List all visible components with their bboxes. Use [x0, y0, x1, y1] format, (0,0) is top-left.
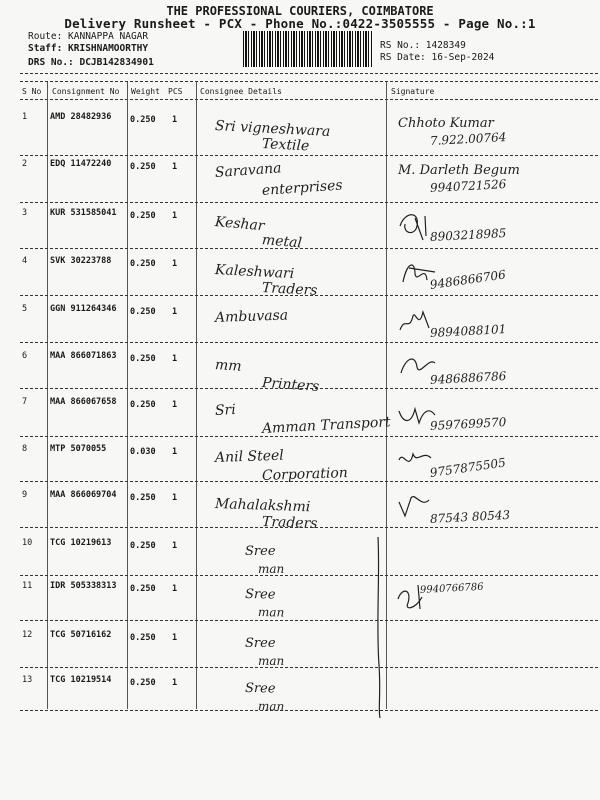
- row-consignee-line2: man: [258, 562, 285, 576]
- row-sno: 7: [22, 397, 28, 407]
- signature-scribble: [395, 349, 440, 385]
- row-pcs: 1: [172, 447, 178, 457]
- row-signature-phone: 7.922.00764: [429, 130, 507, 148]
- row-consignee-line2: metal: [261, 232, 303, 252]
- row-consignee-line2: Printers: [261, 375, 320, 395]
- row-separator: [20, 342, 598, 343]
- row-signature-phone: 87543 80543: [429, 507, 511, 526]
- col-divider: [47, 82, 48, 709]
- row-separator: [20, 202, 598, 203]
- row-consignee-line1: Sree: [244, 587, 276, 603]
- row-pcs: 1: [172, 633, 178, 643]
- row-consignee-line1: Ambuvasa: [214, 307, 289, 326]
- row-pcs: 1: [172, 584, 178, 594]
- row-consignment-no: MTP 5070055: [50, 444, 107, 454]
- row-consignee-line1: Kaleshwari: [214, 262, 295, 283]
- signature-scribble: [395, 488, 440, 524]
- row-consignee-line2: man: [257, 699, 285, 714]
- row-consignment-no: EDQ 11472240: [50, 159, 112, 169]
- row-pcs: 1: [172, 678, 178, 688]
- row-weight: 0.250: [130, 633, 156, 643]
- col-header-sno: S No: [22, 87, 42, 96]
- rule-top-2: [20, 81, 598, 82]
- row-weight: 0.250: [130, 354, 156, 364]
- row-weight: 0.250: [130, 307, 156, 317]
- row-sno: 12: [22, 630, 33, 640]
- row-consignment-no: TCG 10219613: [50, 538, 112, 548]
- row-weight: 0.250: [130, 211, 156, 221]
- rs-date: RS Date: 16-Sep-2024: [380, 52, 495, 63]
- row-weight: 0.030: [130, 447, 156, 457]
- row-signature-name: Chhoto Kumar: [398, 116, 494, 131]
- row-consignee-line1: Keshar: [214, 214, 266, 235]
- row-pcs: 1: [172, 493, 178, 503]
- col-divider: [196, 82, 197, 709]
- signature-scribble: [395, 206, 440, 242]
- row-consignee-line1: Sri vigneshwara: [214, 118, 331, 141]
- row-sno: 5: [22, 304, 28, 314]
- row-separator: [20, 575, 598, 576]
- row-consignee-line1: Anil Steel: [214, 447, 285, 466]
- row-consignee-line1: Sree: [244, 681, 276, 697]
- row-consignment-no: MAA 866069704: [50, 490, 117, 500]
- row-consignee-line1: Saravana: [214, 160, 283, 181]
- row-signature-phone: 9940721526: [429, 177, 507, 195]
- row-consignment-no: KUR 531585041: [50, 208, 117, 218]
- row-pcs: 1: [172, 211, 178, 221]
- row-signature-phone: 9486886786: [429, 369, 507, 387]
- row-weight: 0.250: [130, 259, 156, 269]
- row-consignee-line2: Traders: [261, 514, 318, 532]
- col-header-signature: Signature: [391, 87, 435, 96]
- signature-scribble: [395, 442, 440, 478]
- row-weight: 0.250: [130, 541, 156, 551]
- col-header-pcs: PCS: [168, 87, 183, 96]
- rule-top: [20, 73, 598, 74]
- row-separator: [20, 481, 598, 482]
- row-sno: 9: [22, 490, 28, 500]
- col-header-consignment: Consignment No: [52, 87, 120, 96]
- company-title: THE PROFESSIONAL COURIERS, COIMBATORE: [166, 4, 434, 18]
- signature-scribble: [392, 579, 437, 615]
- row-separator: [20, 620, 598, 621]
- signature-scribble: [395, 254, 440, 290]
- row-pcs: 1: [172, 307, 178, 317]
- row-sno: 10: [22, 538, 33, 548]
- signature-scribble: [395, 395, 440, 431]
- row-consignment-no: TCG 50716162: [50, 630, 112, 640]
- row-consignment-no: MAA 866071863: [50, 351, 117, 361]
- row-sno: 8: [22, 444, 28, 454]
- row-signature-phone: 8903218985: [429, 226, 507, 244]
- row-consignment-no: SVK 30223788: [50, 256, 112, 266]
- row-separator: [20, 248, 598, 249]
- row-pcs: 1: [172, 400, 178, 410]
- rs-number: RS No.: 1428349: [380, 40, 466, 51]
- row-separator: [20, 436, 598, 437]
- row-consignee-line2: Corporation: [261, 465, 349, 484]
- row-consignee-line2: man: [257, 605, 285, 620]
- row-weight: 0.250: [130, 584, 156, 594]
- row-sno: 13: [22, 675, 33, 685]
- row-signature-phone: 9894088101: [429, 322, 507, 340]
- row-separator: [20, 710, 598, 711]
- row-separator: [20, 155, 598, 156]
- row-consignee-line2: Textile: [261, 136, 310, 155]
- row-consignee-line2: Amman Transport: [261, 414, 392, 437]
- rule-header-bottom: [20, 99, 598, 100]
- signature-bracket-stroke: [370, 535, 390, 720]
- row-consignee-line2: man: [258, 654, 285, 668]
- row-separator: [20, 388, 598, 389]
- row-weight: 0.250: [130, 115, 156, 125]
- row-weight: 0.250: [130, 493, 156, 503]
- row-consignee-line2: enterprises: [261, 177, 344, 199]
- col-header-weight: Weight: [131, 87, 160, 96]
- row-consignee-line1: Sree: [245, 544, 276, 559]
- row-consignee-line1: Mahalakshmi: [214, 496, 311, 516]
- row-weight: 0.250: [130, 678, 156, 688]
- row-sno: 4: [22, 256, 28, 266]
- row-sno: 11: [22, 581, 33, 591]
- row-pcs: 1: [172, 541, 178, 551]
- row-signature-phone: 9757875505: [429, 455, 507, 480]
- row-consignment-no: TCG 10219514: [50, 675, 112, 685]
- barcode: [243, 31, 373, 67]
- row-pcs: 1: [172, 162, 178, 172]
- row-consignment-no: AMD 28482936: [50, 112, 112, 122]
- row-separator: [20, 667, 598, 668]
- row-pcs: 1: [172, 115, 178, 125]
- row-consignee-line2: Traders: [261, 280, 318, 299]
- row-separator: [20, 527, 598, 528]
- row-weight: 0.250: [130, 162, 156, 172]
- route-label: Route: KANNAPPA NAGAR: [28, 31, 149, 42]
- row-signature-phone: 9486866706: [429, 267, 507, 292]
- runsheet-subtitle: Delivery Runsheet - PCX - Phone No.:0422-3505555 - Page No.:1: [64, 16, 536, 31]
- row-sno: 1: [22, 112, 28, 122]
- row-pcs: 1: [172, 354, 178, 364]
- row-signature-name: M. Darleth Begum: [398, 163, 520, 178]
- row-weight: 0.250: [130, 400, 156, 410]
- row-consignee-line1: Sree: [245, 636, 276, 651]
- row-consignee-line1: Sri: [214, 401, 237, 419]
- row-consignment-no: MAA 866067658: [50, 397, 117, 407]
- row-signature-phone: 9940766786: [419, 581, 484, 596]
- col-header-consignee: Consignee Details: [200, 87, 282, 96]
- drs-number: DRS No.: DCJB142834901: [28, 57, 154, 68]
- signature-scribble: [395, 302, 440, 338]
- row-separator: [20, 295, 598, 296]
- row-sno: 6: [22, 351, 28, 361]
- row-consignment-no: GGN 911264346: [50, 304, 117, 314]
- row-sno: 3: [22, 208, 28, 218]
- col-divider: [127, 82, 128, 709]
- staff-label: Staff: KRISHNAMOORTHY: [28, 43, 149, 54]
- row-signature-phone: 9597699570: [429, 415, 507, 433]
- row-pcs: 1: [172, 259, 178, 269]
- row-sno: 2: [22, 159, 28, 169]
- row-consignee-line1: mm: [214, 357, 243, 375]
- row-consignment-no: IDR 505338313: [50, 581, 117, 591]
